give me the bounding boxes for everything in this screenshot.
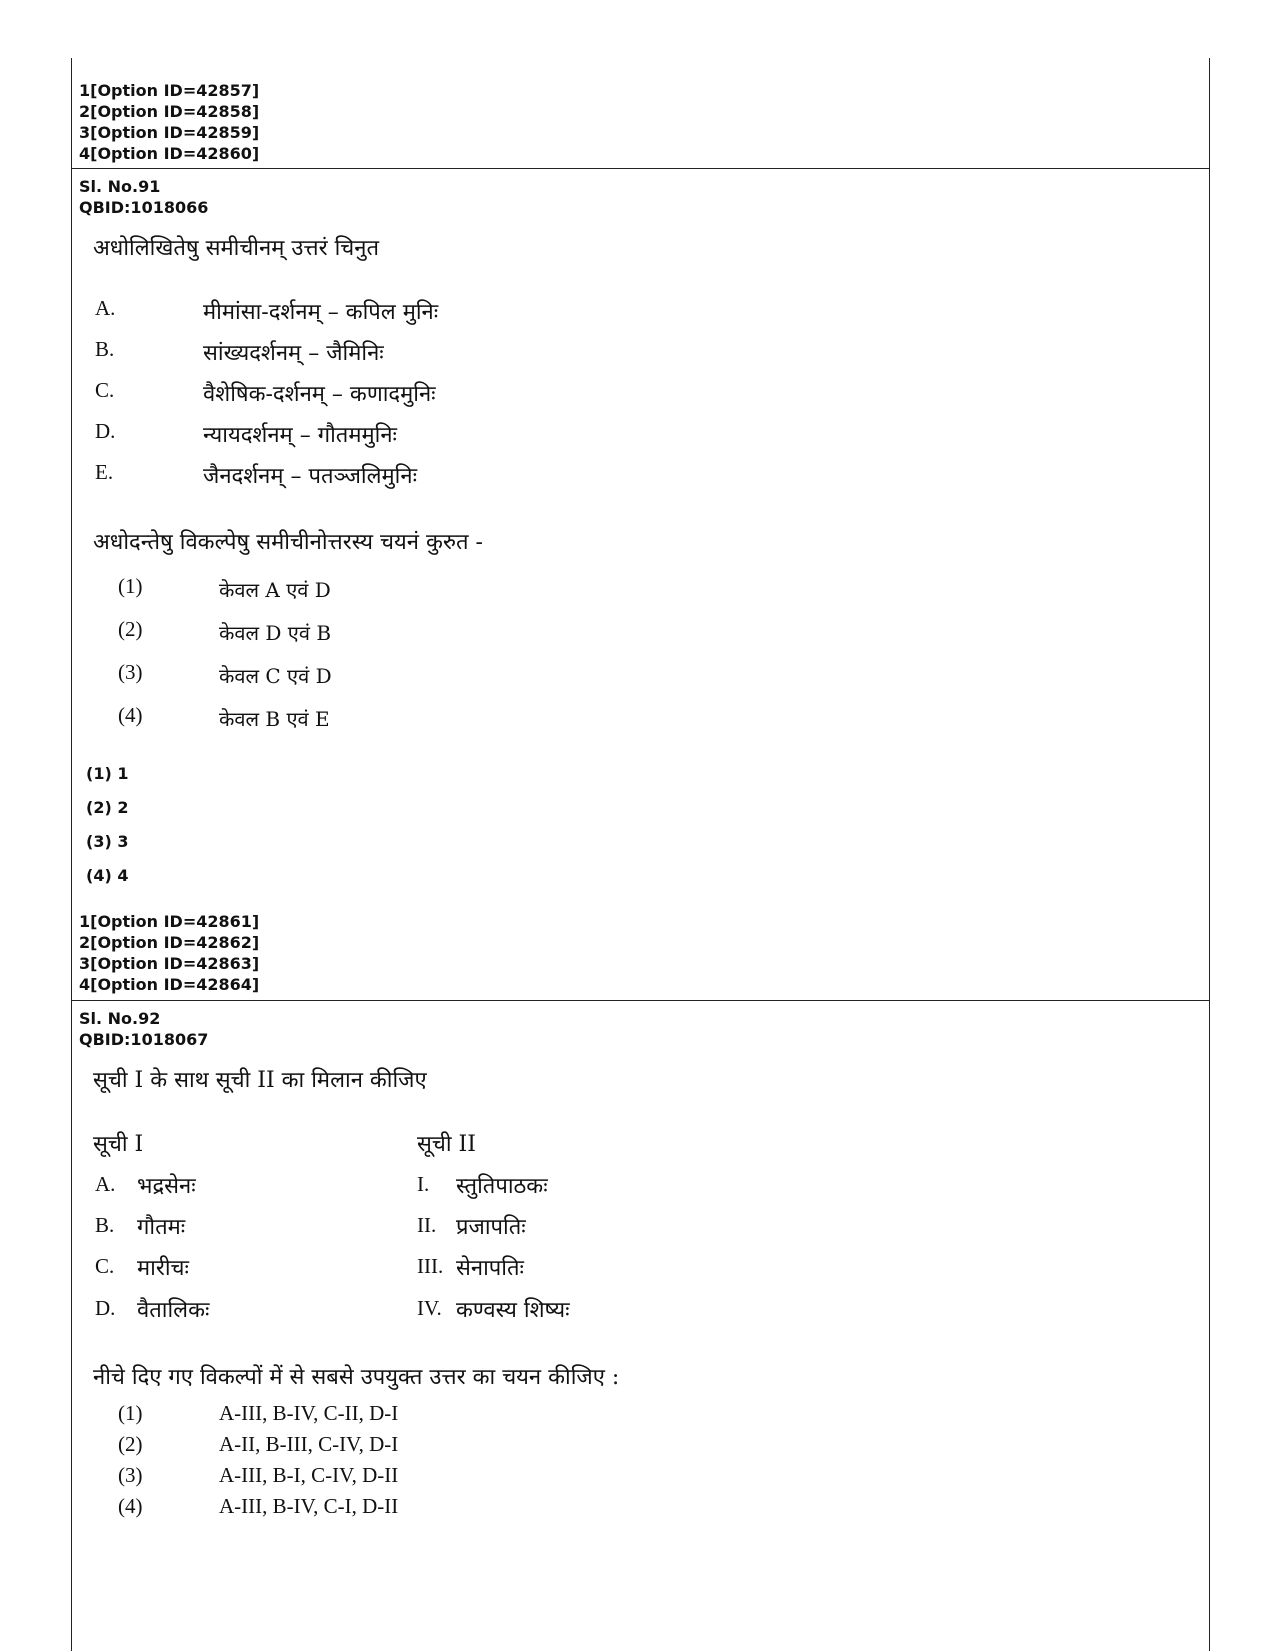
list2-text: स्तुतिपाठकः: [456, 1174, 548, 1199]
list2-text: कण्वस्य शिष्यः: [456, 1298, 570, 1323]
serial-number: Sl. No.91: [79, 177, 161, 196]
choice-text: केवल D एवं B: [219, 621, 332, 645]
list2-text: प्रजापतिः: [456, 1215, 526, 1240]
list2-label: I.: [417, 1172, 430, 1196]
qbid: QBID:1018067: [79, 1030, 209, 1049]
item-text: न्यायदर्शनम् – गौतममुनिः: [203, 423, 397, 448]
list2-label: IV.: [417, 1296, 442, 1320]
answer-option: (4) 4: [86, 866, 129, 885]
list1-label: B.: [95, 1213, 115, 1237]
item-text: मीमांसा-दर्शनम् – कपिल मुनिः: [203, 300, 439, 325]
item-text: सांख्यदर्शनम् – जैमिनिः: [203, 341, 384, 366]
list1-label: C.: [95, 1254, 115, 1278]
option-id: 1[Option ID=42857]: [79, 81, 260, 100]
question-header: [79, 176, 208, 218]
list2-header: सूची II: [417, 1132, 476, 1157]
instruction-text: अधोदन्तेषु विकल्पेषु समीचीनोत्तरस्य चयनं कुरुत -: [93, 530, 483, 555]
choice-number: (3): [118, 660, 143, 684]
choice-number: (1): [118, 1401, 143, 1425]
question-text: अधोलिखितेषु समीचीनम् उत्तरं चिनुत: [93, 236, 380, 261]
question-header: [79, 1008, 208, 1050]
list1-label: D.: [95, 1296, 116, 1320]
answer-option: (3) 3: [86, 832, 129, 851]
serial-number: Sl. No.92: [79, 1009, 161, 1028]
option-id: 4[Option ID=42864]: [79, 975, 260, 994]
item-label: D.: [95, 419, 116, 443]
choice-text: A-III, B-IV, C-II, D-I: [219, 1401, 399, 1425]
list1-text: गौतमः: [137, 1215, 186, 1240]
choice-number: (4): [118, 703, 143, 727]
list1-text: भद्रसेनः: [137, 1174, 196, 1199]
choice-text: केवल A एवं D: [219, 578, 331, 602]
choice-number: (3): [118, 1463, 143, 1487]
choice-text: A-III, B-I, C-IV, D-II: [219, 1463, 399, 1487]
divider: [71, 1000, 1209, 1001]
option-id-list: [79, 80, 259, 164]
item-label: E.: [95, 460, 114, 484]
list1-header: सूची I: [93, 1132, 144, 1157]
question-text: सूची I के साथ सूची II का मिलान कीजिए: [93, 1068, 427, 1093]
option-id: 2[Option ID=42862]: [79, 933, 260, 952]
list1-text: वैतालिकः: [137, 1298, 210, 1323]
item-text: जैनदर्शनम् – पतञ्जलिमुनिः: [203, 464, 418, 489]
list2-label: III.: [417, 1254, 444, 1278]
choice-text: A-II, B-III, C-IV, D-I: [219, 1432, 399, 1456]
option-id-list: [79, 911, 259, 995]
option-id: 1[Option ID=42861]: [79, 912, 260, 931]
qbid: QBID:1018066: [79, 198, 209, 217]
answer-option: (1) 1: [86, 764, 129, 783]
list1-text: मारीचः: [137, 1256, 189, 1281]
list2-label: II.: [417, 1213, 437, 1237]
choice-text: A-III, B-IV, C-I, D-II: [219, 1494, 399, 1518]
choice-text: केवल C एवं D: [219, 664, 332, 688]
list2-text: सेनापतिः: [456, 1256, 524, 1281]
instruction-text: नीचे दिए गए विकल्पों में से सबसे उपयुक्त उत्तर का चयन कीजिए :: [93, 1365, 620, 1390]
item-label: A.: [95, 296, 116, 320]
list1-label: A.: [95, 1172, 116, 1196]
choice-number: (4): [118, 1494, 143, 1518]
choice-number: (1): [118, 574, 143, 598]
option-id: 3[Option ID=42859]: [79, 123, 260, 142]
option-id: 4[Option ID=42860]: [79, 144, 260, 163]
divider: [71, 168, 1209, 169]
item-label: C.: [95, 378, 115, 402]
answer-option: (2) 2: [86, 798, 129, 817]
choice-number: (2): [118, 617, 143, 641]
option-id: 3[Option ID=42863]: [79, 954, 260, 973]
choice-number: (2): [118, 1432, 143, 1456]
item-text: वैशेषिक-दर्शनम् – कणादमुनिः: [203, 382, 436, 407]
option-id: 2[Option ID=42858]: [79, 102, 260, 121]
choice-text: केवल B एवं E: [219, 707, 330, 731]
item-label: B.: [95, 337, 115, 361]
